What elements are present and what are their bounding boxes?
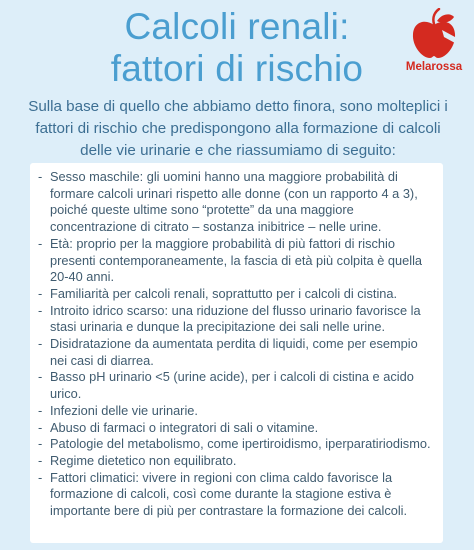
risk-factors-card bbox=[30, 163, 443, 543]
title-line-2: fattori di rischio bbox=[110, 48, 364, 89]
list-item: - Sesso maschile: gli uomini hanno una maggiore probabilità di formare calcoli urinari rispetto alle donne (con un rapporto 4 a 3), poiché queste ultime sono “protette” da una maggiore concentrazione di citrato – sostanza inibitrice – nelle urine. bbox=[36, 169, 437, 236]
list-item: - Regime dietetico non equilibrato. bbox=[36, 453, 437, 470]
list-item: - Introito idrico scarso: una riduzione del flusso urinario favorisce la stasi urinaria e dunque la precipitazione dei sali nelle urine. bbox=[36, 303, 437, 336]
title-line-1: Calcoli renali: bbox=[124, 6, 350, 47]
risk-factors-list bbox=[30, 163, 443, 520]
logo-text: Melarossa bbox=[405, 61, 463, 73]
intro-text: Sulla base di quello che abbiamo detto finora, sono molteplici i fattori di rischio che predispongono alla formazione di calcoli delle vie urinarie e che riassumiamo di seguito: bbox=[28, 98, 448, 159]
list-item: - Patologie del metabolismo, come ipertiroidismo, iperparatiriodismo. bbox=[36, 436, 437, 453]
list-item: - Abuso di farmaci o integratori di sali o vitamine. bbox=[36, 420, 437, 437]
list-item: - Fattori climatici: vivere in regioni con clima caldo favorisce la formazione di calcoli, così come durante la stagione estiva è importante bere di più per contrastare la formazione dei calcoli. bbox=[36, 470, 437, 520]
list-item: - Disidratazione da aumentata perdita di liquidi, come per esempio nei casi di diarrea. bbox=[36, 336, 437, 369]
melarossa-logo bbox=[398, 8, 470, 80]
list-item: - Basso pH urinario <5 (urine acide), per i calcoli di cistina e acido urico. bbox=[36, 369, 437, 402]
list-item: - Familiarità per calcoli renali, soprattutto per i calcoli di cistina. bbox=[36, 286, 437, 303]
list-item: - Età: proprio per la maggiore probabilità di più fattori di rischio presenti contemporaneamente, la fascia di età più colpita è quella 20-40 anni. bbox=[36, 236, 437, 286]
list-item: - Infezioni delle vie urinarie. bbox=[36, 403, 437, 420]
apple-icon bbox=[398, 8, 470, 62]
